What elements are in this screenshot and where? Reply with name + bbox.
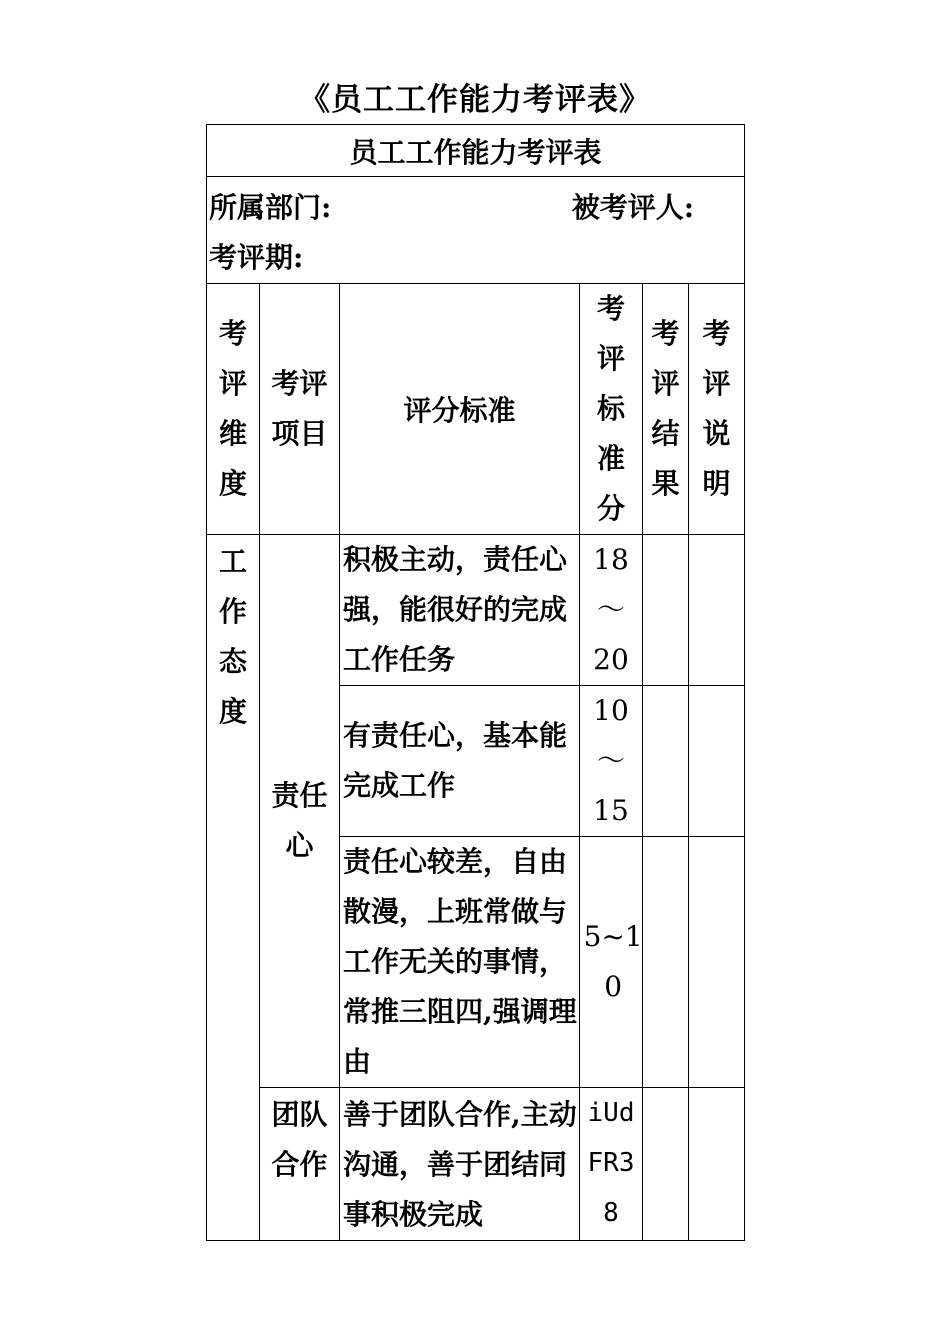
- form-title: 员工工作能力考评表: [207, 125, 745, 177]
- score-cell: [580, 1088, 643, 1241]
- header-note-text: 考评说明: [702, 317, 731, 500]
- department-label: 所属部门:: [209, 191, 332, 224]
- form-info-cell: [207, 177, 745, 284]
- score-cell: [580, 686, 643, 837]
- criteria-cell: 责任心较差，自由散漫，上班常做与工作无关的事情，常推三阻四,强调理由: [340, 837, 580, 1088]
- header-result-text: 考评结果: [651, 317, 680, 500]
- header-result: [643, 284, 689, 535]
- period-label: 考评期:: [209, 241, 304, 274]
- note-cell: [689, 1088, 745, 1241]
- score-text: iUdFR38: [587, 1098, 635, 1228]
- header-dimension-text: 考评维度: [218, 317, 247, 500]
- item-cell: [260, 1088, 340, 1241]
- score-cell: [580, 837, 643, 1088]
- header-item: [260, 284, 340, 535]
- table-row: [207, 535, 745, 686]
- item-text: 责任心: [271, 779, 328, 862]
- result-cell: [643, 1088, 689, 1241]
- evaluatee-label: 被考评人:: [571, 191, 695, 224]
- form-title-row: [207, 125, 745, 177]
- header-standard-score-text: 考评标准分: [596, 292, 625, 525]
- score-cell: [580, 535, 643, 686]
- form-info-line: [209, 183, 742, 233]
- header-row: [207, 284, 745, 535]
- criteria-cell: 善于团队合作,主动沟通，善于团结同事积极完成: [340, 1088, 580, 1241]
- evaluation-table: [206, 124, 745, 1241]
- note-cell: [689, 686, 745, 837]
- result-cell: [643, 535, 689, 686]
- score-text: 10～15: [593, 694, 629, 827]
- table-row: [207, 1088, 745, 1241]
- item-text: 团队合作: [271, 1098, 328, 1181]
- note-cell: [689, 535, 745, 686]
- result-cell: [643, 837, 689, 1088]
- header-note: [689, 284, 745, 535]
- score-text: 18～20: [593, 543, 629, 676]
- document-title: 《员工工作能力考评表》: [299, 82, 651, 118]
- dimension-text: 工作态度: [218, 545, 247, 728]
- form-info-row: [207, 177, 745, 284]
- header-dimension: [207, 284, 260, 535]
- item-cell: [260, 535, 340, 1088]
- header-item-text: 考评项目: [271, 367, 328, 450]
- note-cell: [689, 837, 745, 1088]
- criteria-cell: 积极主动，责任心强，能很好的完成工作任务: [340, 535, 580, 686]
- dimension-cell: [207, 535, 260, 1241]
- result-cell: [643, 686, 689, 837]
- score-text: 5~10: [583, 920, 643, 1003]
- criteria-cell: 有责任心，基本能完成工作: [340, 686, 580, 837]
- header-criteria: 评分标准: [340, 284, 580, 535]
- header-standard-score: [580, 284, 643, 535]
